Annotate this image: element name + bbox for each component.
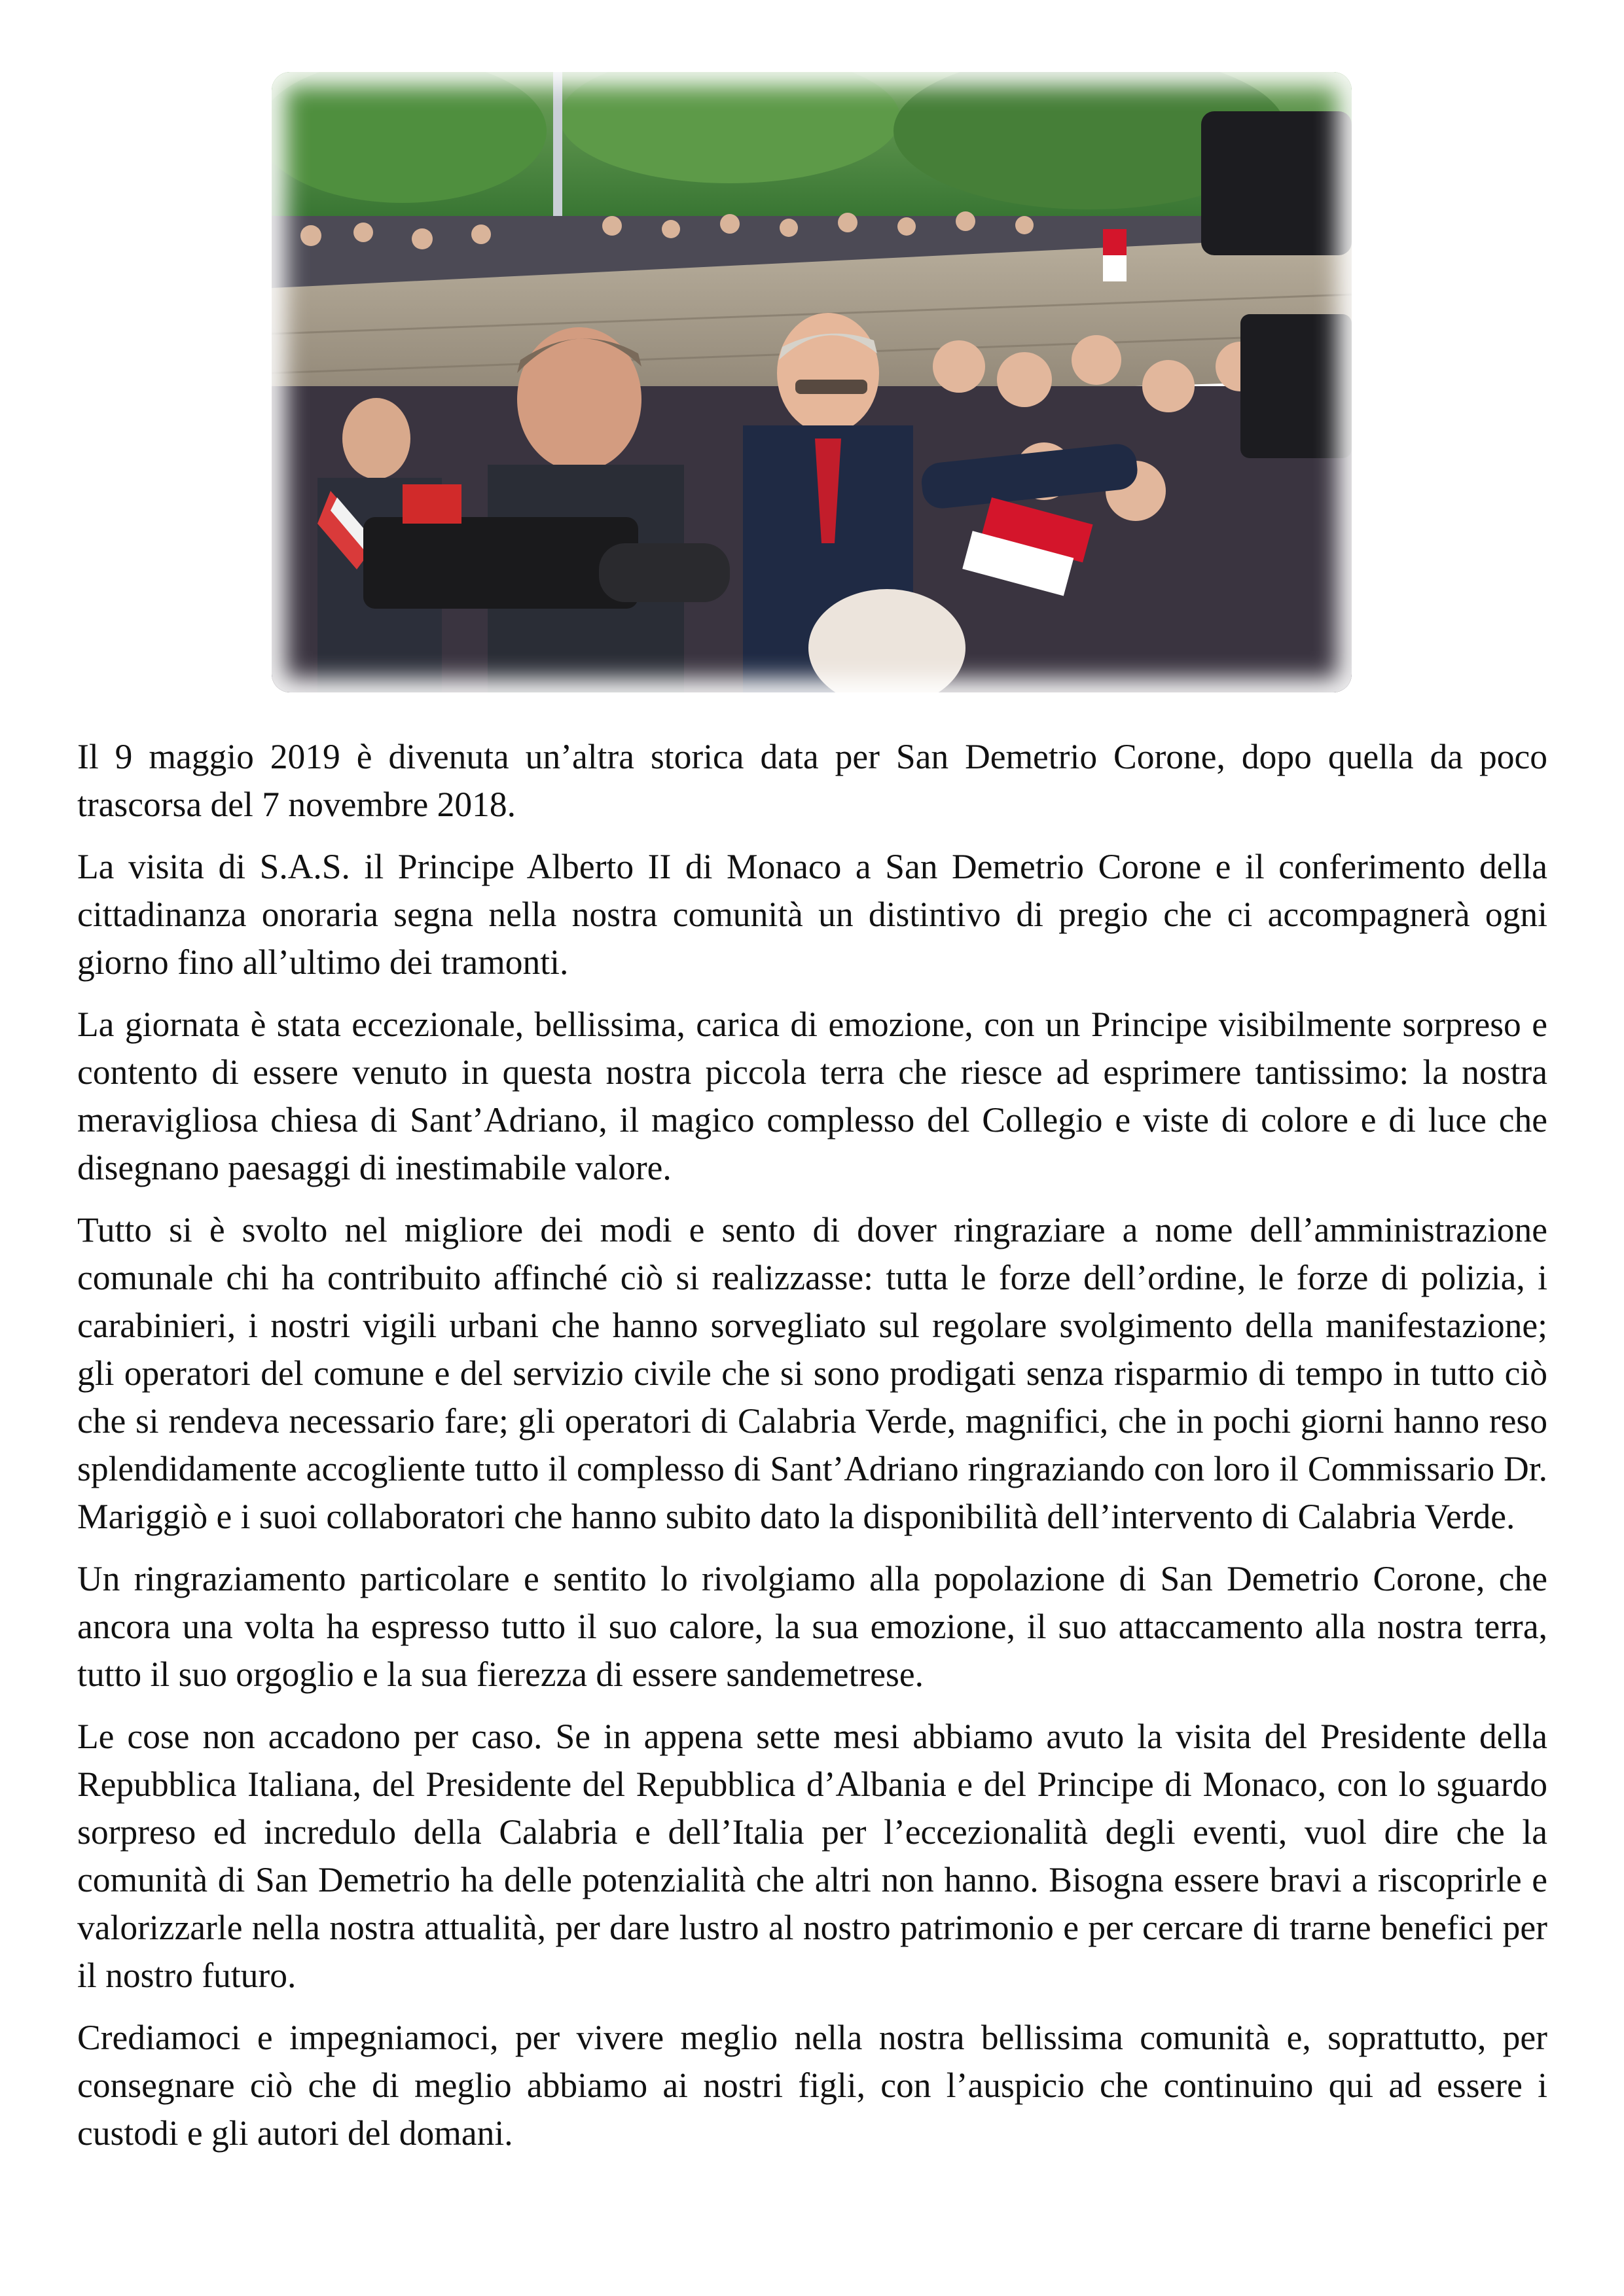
- event-photo: [272, 72, 1352, 692]
- crowd-photo-illustration: [272, 72, 1352, 692]
- paragraph-6: Le cose non accadono per caso. Se in appena sette mesi abbiamo avuto la visita del Presidente della Repubblica Italiana, del Presidente del Repubblica d’Albania e del Principe di Monaco, con lo sguardo sorpreso ed incredulo della Calabria e dell’Italia per l’eccezionalità degli eventi, vuol dire che la comunità di San Demetrio ha delle potenzialità che altri non hanno. Bisogna essere bravi a riscoprirle e valorizzarle nella nostra attualità, per dare lustro al nostro patrimonio e per cercare di trarne benefici per il nostro futuro.: [77, 1717, 1547, 1995]
- photo-frame: [265, 65, 1358, 699]
- camera-left: [363, 517, 638, 609]
- article-body: [77, 733, 1547, 2172]
- prince: [777, 313, 879, 433]
- paragraph-7: Crediamoci e impegniamoci, per vivere meglio nella nostra bellissima comunità e, soprattutto, per consegnare ciò che di meglio abbiamo ai nostri figli, con l’auspicio che continuino qui ad essere i custodi e gli autori del domani.: [77, 2018, 1547, 2153]
- paragraph-2: La visita di S.A.S. il Principe Alberto II di Monaco a San Demetrio Corone e il conferimento della cittadinanza onoraria segna nella nostra comunità un distintivo di pregio che ci accompagnerà ogni giorno fino all’ultimo dei tramonti.: [77, 847, 1547, 982]
- monaco-flag: [1103, 229, 1127, 281]
- paragraph-4: Tutto si è svolto nel migliore dei modi e sento di dover ringraziare a nome dell’amministrazione comunale chi ha contribuito affinché ciò si realizzasse: tutta le forze dell’ordine, le forze di polizia, i carabinieri, i nostri vigili urbani che hanno sorvegliato sul regolare svolgimento della manifestazione; gli operatori del comune e del servizio civile che si sono prodigati senza risparmio di tempo in tutto ciò che si rendeva necessario fare; gli operatori di Calabria Verde, magnifici, che in pochi giorni hanno reso splendidamente accogliente tutto il complesso di Sant’Adriano ringraziando con loro il Commissario Dr. Mariggiò e i suoi collaboratori che hanno subito dato la disponibilità dell’intervento di Calabria Verde.: [77, 1210, 1547, 1536]
- person-left: [342, 398, 410, 479]
- paragraph-3: La giornata è stata eccezionale, bellissima, carica di emozione, con un Principe visibilmente sorpreso e contento di essere venuto in questa nostra piccola terra che riesce ad esprimere tantissimo: la nostra meravigliosa chiesa di Sant’Adriano, il magico complesso del Collegio e viste di colore e di luce che disegnano paesaggi di inestimabile valore.: [77, 1005, 1547, 1187]
- paragraph-5: Un ringraziamento particolare e sentito lo rivolgiamo alla popolazione di San Demetrio Corone, che ancora una volta ha espresso tutto il suo calore, la sua emozione, il suo attaccamento alla nostra terra, tutto il suo orgoglio e la sua fierezza di essere sandemetrese.: [77, 1559, 1547, 1694]
- paragraph-1: Il 9 maggio 2019 è divenuta un’altra storica data per San Demetrio Corone, dopo quella da poco trascorsa del 7 novembre 2018.: [77, 737, 1547, 824]
- camera-right: [1201, 111, 1352, 255]
